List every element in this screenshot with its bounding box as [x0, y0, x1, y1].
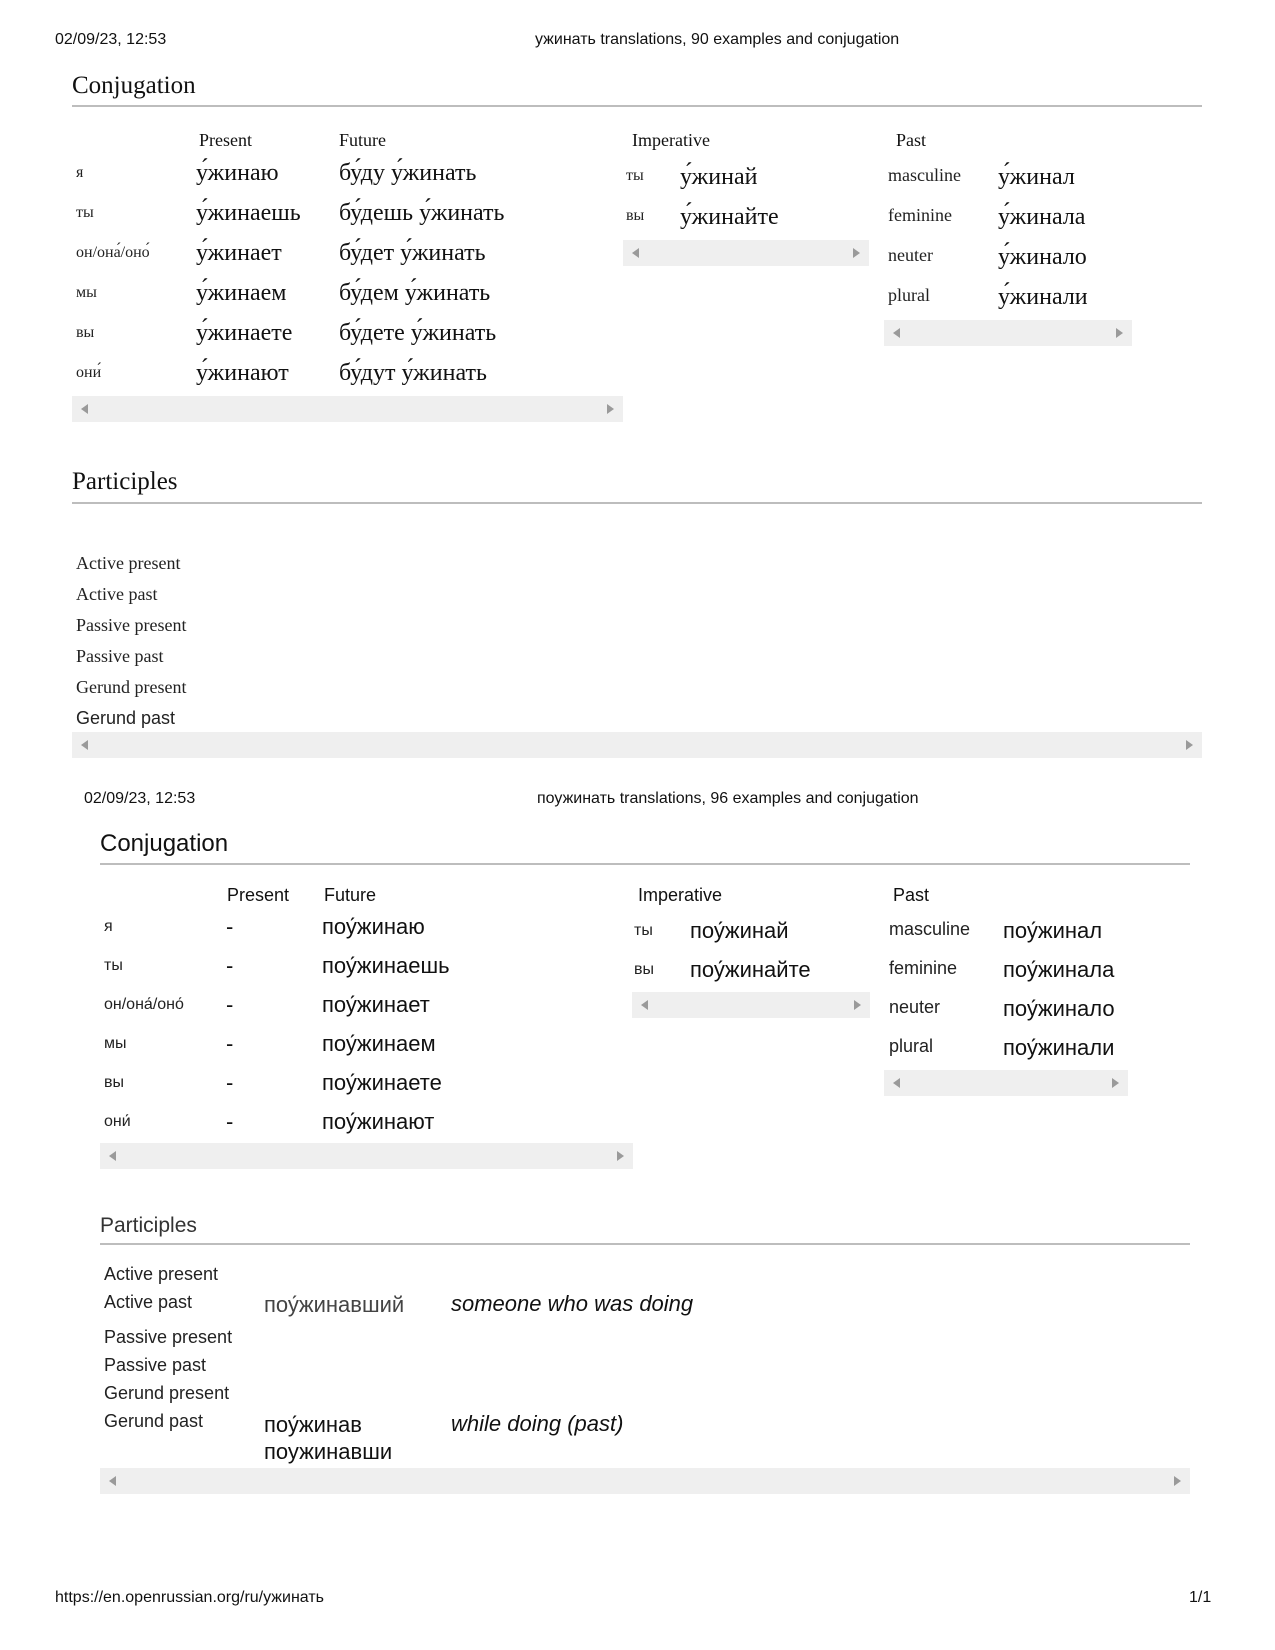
print-timestamp: 02/09/23, 12:53 — [84, 790, 196, 807]
future-form: бу́дут у́жинать — [339, 360, 487, 386]
participle-label: Active present — [104, 1264, 219, 1284]
future-form: поу́жинаю — [322, 914, 425, 939]
horizontal-scrollbar[interactable] — [100, 1143, 633, 1169]
column-header-present: Present — [227, 885, 290, 905]
past-label: neuter — [889, 997, 941, 1017]
column-header-future: Future — [339, 130, 386, 150]
future-form: бу́ду у́жинать — [339, 160, 477, 186]
section-divider — [100, 1243, 1190, 1245]
present-form: - — [226, 1109, 234, 1134]
past-form: поу́жинал — [1003, 918, 1103, 943]
column-header-imperative: Imperative — [632, 130, 710, 150]
participle-form: поу́жинавший — [264, 1292, 405, 1317]
pronoun-cell: я — [104, 918, 113, 935]
scroll-left-arrow-icon[interactable] — [632, 248, 639, 258]
pronoun-cell: он/она́/оно́ — [76, 244, 150, 261]
participle-meaning: while doing (past) — [451, 1411, 624, 1436]
participles-heading: Participles — [72, 468, 178, 495]
future-form: поу́жинаешь — [322, 953, 450, 978]
pronoun-cell: мы — [104, 1035, 127, 1052]
scroll-right-arrow-icon[interactable] — [854, 1000, 861, 1010]
scroll-right-arrow-icon[interactable] — [607, 404, 614, 414]
present-form: у́жинаем — [196, 280, 287, 306]
conjugation-heading: Conjugation — [100, 830, 229, 857]
column-header-imperative: Imperative — [638, 885, 723, 905]
participle-label: Active past — [76, 584, 158, 604]
future-form: бу́дем у́жинать — [339, 280, 491, 306]
future-form: поу́жинают — [322, 1109, 435, 1134]
past-form: поу́жинала — [1003, 957, 1115, 982]
past-form: поу́жинали — [1003, 1035, 1115, 1060]
past-form: у́жинал — [998, 164, 1075, 190]
participle-form: поу́жинав — [264, 1412, 362, 1437]
future-form: поу́жинаете — [322, 1070, 442, 1095]
print-timestamp: 02/09/23, 12:53 — [55, 31, 167, 48]
participle-label: Passive present — [104, 1327, 233, 1347]
future-form: бу́дете у́жинать — [339, 320, 497, 346]
pronoun-cell: я — [76, 164, 84, 181]
present-form: у́жинаете — [196, 320, 293, 346]
scroll-left-arrow-icon[interactable] — [109, 1151, 116, 1161]
participle-label: Gerund present — [104, 1383, 230, 1403]
horizontal-scrollbar[interactable] — [632, 992, 870, 1018]
horizontal-scrollbar[interactable] — [884, 1070, 1128, 1096]
past-label: masculine — [888, 165, 961, 185]
participle-label: Passive past — [76, 646, 164, 666]
pronoun-cell: они́ — [104, 1113, 131, 1130]
scroll-right-arrow-icon[interactable] — [1116, 328, 1123, 338]
past-label: masculine — [889, 919, 971, 939]
participle-label: Gerund past — [76, 708, 176, 728]
present-form: - — [226, 1070, 234, 1095]
participle-form: поужинавши — [264, 1439, 393, 1464]
past-form: поу́жинало — [1003, 996, 1115, 1021]
scroll-left-arrow-icon[interactable] — [893, 1078, 900, 1088]
pronoun-cell: мы — [76, 284, 97, 301]
scroll-left-arrow-icon[interactable] — [893, 328, 900, 338]
column-header-past: Past — [896, 130, 927, 150]
page-url: https://en.openrussian.org/ru/ужинать — [55, 1589, 324, 1606]
past-form: у́жинало — [998, 244, 1087, 270]
horizontal-scrollbar[interactable] — [100, 1468, 1190, 1494]
pronoun-cell: ты — [76, 204, 94, 221]
horizontal-scrollbar[interactable] — [72, 732, 1202, 758]
present-form: у́жинаешь — [196, 200, 301, 226]
participle-label: Passive present — [76, 615, 187, 635]
pronoun-cell: они́ — [76, 364, 102, 381]
page-number: 1/1 — [1189, 1589, 1212, 1606]
horizontal-scrollbar[interactable] — [884, 320, 1132, 346]
pronoun-cell: ты — [104, 957, 123, 974]
scroll-left-arrow-icon[interactable] — [109, 1476, 116, 1486]
past-form: у́жинали — [998, 284, 1088, 310]
horizontal-scrollbar[interactable] — [623, 240, 869, 266]
past-label: feminine — [888, 205, 952, 225]
pronoun-cell: он/она́/оно́ — [104, 996, 184, 1013]
imperative-pronoun: ты — [626, 167, 644, 184]
present-form: у́жинают — [196, 360, 289, 386]
section-divider — [72, 502, 1202, 504]
column-header-present: Present — [199, 130, 252, 150]
page-title: поужинать translations, 96 examples and conjugation — [537, 790, 919, 807]
past-form: у́жинала — [998, 204, 1086, 230]
past-label: plural — [888, 285, 930, 305]
imperative-form: у́жинай — [680, 164, 758, 190]
imperative-pronoun: вы — [626, 207, 645, 224]
scroll-left-arrow-icon[interactable] — [641, 1000, 648, 1010]
participle-label: Gerund present — [76, 677, 187, 697]
participle-label: Active past — [104, 1292, 193, 1312]
scroll-left-arrow-icon[interactable] — [81, 404, 88, 414]
future-form: поу́жинаем — [322, 1031, 436, 1056]
section-divider — [72, 105, 1202, 107]
future-form: бу́дешь у́жинать — [339, 200, 505, 226]
imperative-form: поу́жинайте — [690, 957, 811, 982]
participle-label: Active present — [76, 553, 181, 573]
present-form: - — [226, 953, 234, 978]
pronoun-cell: вы — [76, 324, 95, 341]
scroll-right-arrow-icon[interactable] — [853, 248, 860, 258]
future-form: поу́жинает — [322, 992, 430, 1017]
past-label: plural — [889, 1036, 934, 1056]
participle-label: Gerund past — [104, 1411, 204, 1431]
pronoun-cell: вы — [104, 1074, 124, 1091]
page-title: ужинать translations, 90 examples and conjugation — [535, 31, 900, 48]
scroll-right-arrow-icon[interactable] — [1112, 1078, 1119, 1088]
column-header-future: Future — [324, 885, 377, 905]
scroll-right-arrow-icon[interactable] — [617, 1151, 624, 1161]
imperative-pronoun: вы — [634, 961, 654, 978]
scroll-right-arrow-icon[interactable] — [1186, 740, 1193, 750]
past-label: neuter — [888, 245, 933, 265]
participle-meaning: someone who was doing — [451, 1291, 694, 1316]
present-form: - — [226, 992, 234, 1017]
present-form: у́жинает — [196, 240, 282, 266]
future-form: бу́дет у́жинать — [339, 240, 486, 266]
participles-heading: Participles — [100, 1214, 197, 1237]
imperative-pronoun: ты — [634, 922, 653, 939]
imperative-form: у́жинайте — [680, 204, 779, 230]
present-form: у́жинаю — [196, 160, 279, 186]
past-label: feminine — [889, 958, 958, 978]
column-header-past: Past — [893, 885, 930, 905]
participle-label: Passive past — [104, 1355, 207, 1375]
imperative-form: поу́жинай — [690, 918, 789, 943]
conjugation-heading: Conjugation — [72, 72, 196, 99]
section-divider — [100, 863, 1190, 865]
scroll-right-arrow-icon[interactable] — [1174, 1476, 1181, 1486]
present-form: - — [226, 1031, 234, 1056]
present-form: - — [226, 914, 234, 939]
scroll-left-arrow-icon[interactable] — [81, 740, 88, 750]
horizontal-scrollbar[interactable] — [72, 396, 623, 422]
